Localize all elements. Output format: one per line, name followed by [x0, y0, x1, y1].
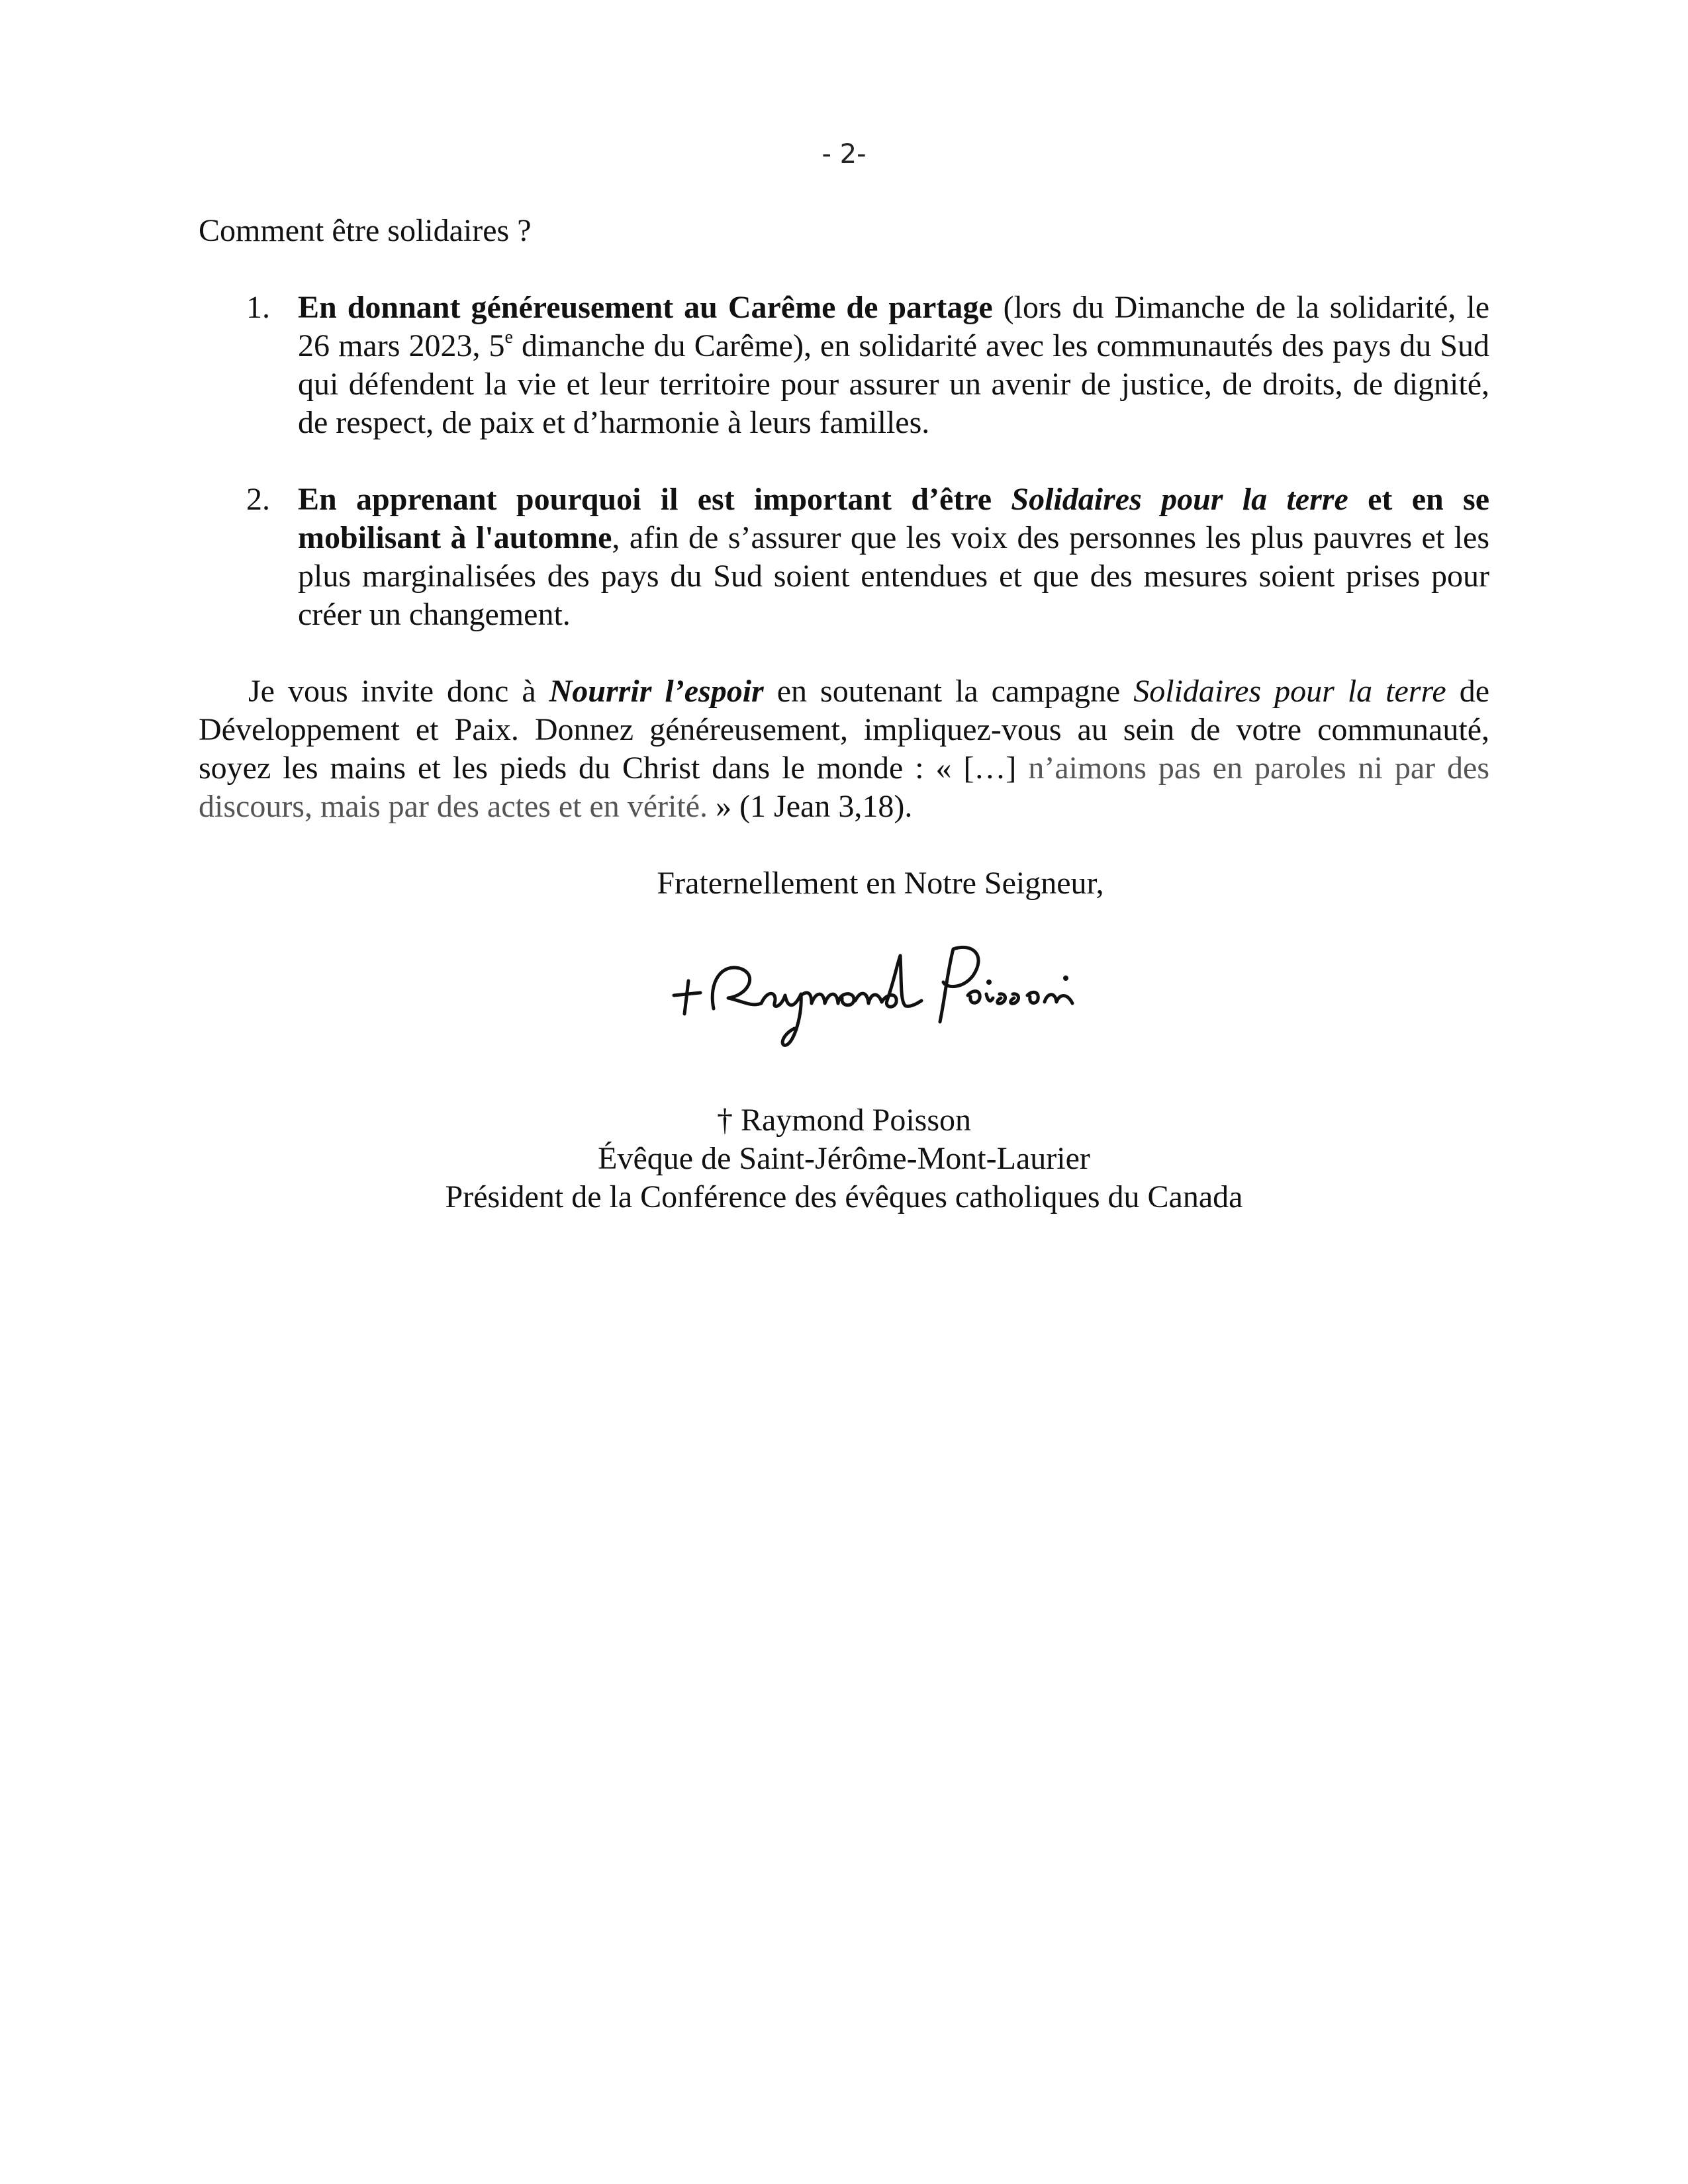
signatory-name: † Raymond Poisson	[716, 1103, 972, 1138]
list-item	[199, 480, 1489, 634]
list-item-text: dimanche du Carême), en solidarité avec les communautés des pays du Sud qui défendent la vie et leur territoire pour assurer un avenir de justice, de droits, de dignité, de respect, de paix et d’harmonie à leurs familles.	[298, 328, 1489, 440]
list-item-bold: et en se mobilisant à l'automne	[298, 482, 1489, 555]
paragraph-italic: Solidaires pour la terre	[1133, 674, 1446, 709]
bible-quote: n’aimons pas en paroles ni par des discours, mais par des actes et en vérité.	[199, 751, 1490, 824]
closing-salutation: Fraternellement en Notre Seigneur,	[657, 866, 1104, 901]
paragraph-text: en soutenant la campagne	[763, 674, 1134, 709]
letter-body	[199, 212, 1489, 1216]
superscript: e	[504, 327, 513, 347]
invitation-paragraph	[199, 672, 1489, 826]
signatory-block	[199, 1101, 1489, 1216]
handwritten-signature	[662, 929, 1099, 1062]
list-item-text: (lors du Dimanche de la solidarité, le 26 mars 2023, 5	[298, 290, 1490, 363]
list-item-bold-italic: Solidaires pour la terre	[1011, 482, 1348, 517]
list-item-text: , afin de s’assurer que les voix des personnes les plus pauvres et les plus marginalisées des pays du Sud soient entendues et que des mesures soient prises pour créer un changement.	[298, 520, 1490, 632]
list-item	[199, 289, 1489, 442]
page-number: - 2-	[821, 139, 867, 169]
paragraph-text: Je vous invite donc à	[248, 674, 549, 709]
paragraph-bold-italic: Nourrir l’espoir	[549, 674, 764, 709]
intro-question: Comment être solidaires ?	[199, 213, 532, 248]
signatory-title: Évêque de Saint-Jérôme-Mont-Laurier	[598, 1141, 1090, 1176]
signatory-title: Président de la Conférence des évêques catholiques du Canada	[445, 1179, 1243, 1214]
paragraph-text: » (1 Jean 3,18).	[708, 789, 913, 824]
list-number: 1.	[246, 290, 270, 325]
list-number: 2.	[246, 482, 270, 517]
solidarity-list	[199, 289, 1489, 634]
list-item-bold: En apprenant pourquoi il est important d’être	[298, 482, 1011, 517]
paragraph-text: de Développement et Paix. Donnez généreusement, impliquez-vous au sein de votre communauté, soyez les mains et les pieds du Christ dans le monde : « […]	[199, 674, 1490, 786]
list-item-bold: En donnant généreusement au Carême de partage	[298, 290, 993, 325]
